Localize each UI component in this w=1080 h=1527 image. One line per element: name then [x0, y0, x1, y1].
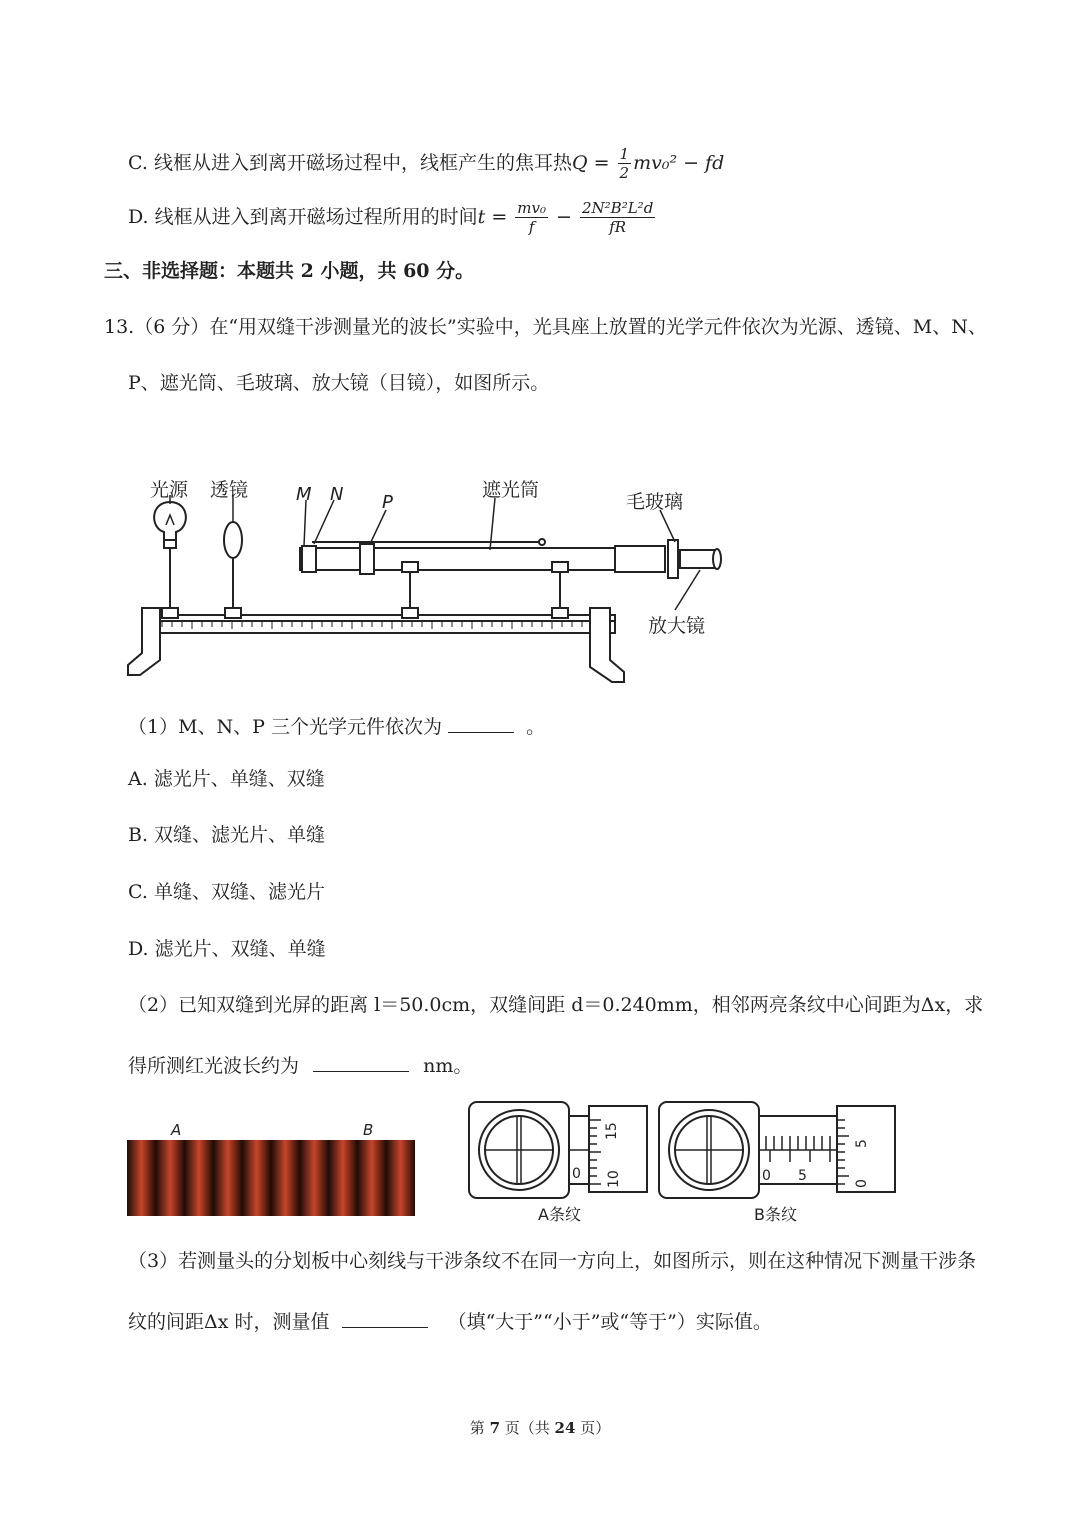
part3-line1: （3）若测量头的分划板中心刻线与干涉条纹不在同一方向上，如图所示，则在这种情况下测量干涉条 — [128, 1250, 977, 1272]
fraction-mv0-f — [515, 200, 548, 236]
option-c-text: C. 线框从进入到离开磁场过程中，线框产生的焦耳热 — [128, 152, 572, 175]
frac-num: 1 — [619, 145, 630, 163]
micrometer-a-tick-10: 10 — [606, 1170, 622, 1188]
part2-line2-text: 得所测红光波长约为 — [128, 1055, 300, 1077]
q13-line1: 13.（6 分）在“用双缝干涉测量光的波长”实验中，光具座上放置的光学元件依次为光源、透镜、M、N、 — [104, 316, 987, 338]
micrometer-b-drum-5: 5 — [854, 1139, 870, 1148]
part1-option-d: D. 滤光片、双缝、单缝 — [128, 938, 326, 960]
part2-line1: （2）已知双缝到光屏的距离 l＝50.0cm，双缝间距 d＝0.240mm，相邻两亮条纹中心间距为Δx，求 — [128, 994, 984, 1016]
micrometer-b-tick-5: 5 — [798, 1168, 807, 1184]
fringe-label-b: B — [363, 1121, 374, 1139]
light-tube — [300, 548, 620, 570]
micrometer-b-tick-0: 0 — [762, 1168, 771, 1184]
page-footer — [0, 1417, 1080, 1438]
formula-q-lhs: Q = — [571, 152, 616, 175]
fringe-pattern — [127, 1118, 415, 1218]
frac-num: mv₀ — [517, 199, 546, 217]
part1-option-a: A. 滤光片、单缝、双缝 — [128, 768, 325, 790]
micrometer-a-tick-15: 15 — [604, 1122, 620, 1140]
micrometer-a — [466, 1096, 652, 1226]
part1-option-b: B. 双缝、滤光片、单缝 — [128, 824, 326, 846]
frac-den: fR — [609, 218, 627, 237]
footer-middle: 页（共 — [500, 1419, 555, 1437]
option-d-line — [128, 200, 657, 236]
fraction-n2b2l2d-fr — [580, 200, 655, 236]
formula-q-rhs: mv₀² − fd — [633, 152, 725, 175]
footer-prefix: 第 — [469, 1419, 490, 1437]
micrometer-b-caption: B条纹 — [754, 1205, 797, 1224]
fraction-half — [618, 146, 632, 182]
frac-den: f — [528, 218, 535, 237]
part3-line2 — [128, 1309, 772, 1332]
answer-blank-2[interactable] — [313, 1053, 409, 1072]
bench-right-leg — [590, 608, 624, 682]
lens-icon — [224, 522, 242, 558]
bench-rail — [145, 615, 615, 633]
formula-t-lhs: t = — [477, 206, 514, 229]
fringe-label-a: A — [171, 1121, 182, 1139]
frac-num: 2N²B²L²d — [582, 199, 654, 217]
option-d-text: D. 线框从进入到离开磁场过程所用的时间 — [128, 206, 478, 229]
footer-page-number: 7 — [489, 1419, 500, 1437]
frac-den: 2 — [619, 164, 630, 183]
part2-line2 — [128, 1053, 472, 1076]
label-p: P — [382, 492, 393, 513]
answer-blank-1[interactable] — [448, 714, 514, 733]
label-light-source: 光源 — [150, 479, 189, 501]
label-tube: 遮光筒 — [482, 479, 540, 501]
section-title: 三、非选择题：本题共 2 小题，共 60 分。 — [104, 260, 475, 282]
optical-bench-diagram — [120, 470, 740, 685]
label-n: N — [330, 484, 344, 505]
part2-line2-unit: nm。 — [423, 1055, 473, 1077]
part3-line2-hint: （填“大于”“小于”或“等于”）实际值。 — [447, 1311, 772, 1333]
answer-blank-3[interactable] — [342, 1309, 428, 1328]
micrometer-b — [656, 1096, 902, 1226]
label-m: M — [296, 484, 312, 505]
footer-total-pages: 24 — [554, 1419, 576, 1437]
minus-sign: − — [550, 206, 578, 229]
bench-left-leg — [128, 608, 160, 675]
micrometer-a-caption: A条纹 — [538, 1205, 581, 1224]
part1-prompt-text: （1）M、N、P 三个光学元件依次为 — [128, 716, 442, 738]
micrometer-b-drum-0: 0 — [854, 1179, 870, 1188]
label-ground-glass: 毛玻璃 — [626, 491, 684, 513]
micrometer-a-tick-0: 0 — [572, 1166, 581, 1182]
footer-suffix: 页） — [575, 1419, 611, 1437]
part3-line2-text: 纹的间距Δx 时，测量值 — [128, 1311, 330, 1333]
label-magnifier: 放大镜 — [648, 615, 706, 637]
part1-option-c: C. 单缝、双缝、滤光片 — [128, 881, 325, 903]
bulb-icon — [154, 502, 186, 540]
option-c-line — [128, 146, 724, 182]
part1-prompt-end: 。 — [526, 716, 546, 738]
part1-prompt — [128, 714, 545, 737]
q13-line2: P、遮光筒、毛玻璃、放大镜（目镜），如图所示。 — [128, 372, 550, 394]
label-lens: 透镜 — [210, 479, 249, 501]
